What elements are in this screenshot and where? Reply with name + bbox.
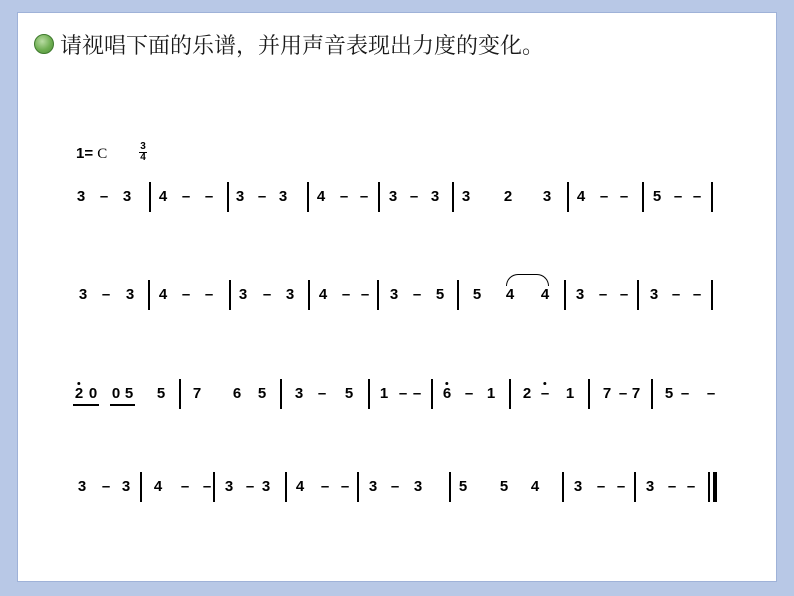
barline — [307, 182, 309, 212]
note: 3 — [389, 286, 399, 303]
note: 3 — [368, 478, 378, 495]
note: 3 — [542, 188, 552, 205]
note: 5 — [344, 385, 354, 402]
barline — [368, 379, 370, 409]
dash: – — [340, 478, 350, 495]
note: 3 — [649, 286, 659, 303]
key-tonic-number: 1 — [76, 145, 85, 162]
dash: – — [99, 188, 109, 205]
note: 7 — [192, 385, 202, 402]
barline — [285, 472, 287, 502]
note: 5 — [499, 478, 509, 495]
note: 6 — [443, 377, 451, 411]
note: 0 — [88, 385, 98, 402]
dash: – — [686, 478, 696, 495]
note: 3 — [573, 478, 583, 495]
dash: – — [390, 478, 400, 495]
time-signature-numerator: 3 — [140, 141, 146, 152]
note: 1 — [379, 385, 389, 402]
note: 7 — [631, 385, 641, 402]
dash: – — [598, 286, 608, 303]
dash: – — [341, 286, 351, 303]
barline — [651, 379, 653, 409]
note: 5 — [156, 385, 166, 402]
note: 3 — [238, 286, 248, 303]
note: 5 — [458, 478, 468, 495]
dash: – — [317, 385, 327, 402]
time-signature — [139, 142, 147, 163]
note: 3 — [76, 188, 86, 205]
barline — [148, 280, 150, 310]
dash: – — [671, 286, 681, 303]
dash: – — [692, 286, 702, 303]
octave-dot — [78, 382, 81, 385]
note: 5 — [257, 385, 267, 402]
dash: – — [619, 188, 629, 205]
dash: – — [409, 188, 419, 205]
dash: – — [101, 286, 111, 303]
note: 4 — [530, 478, 540, 495]
key-equals: = — [84, 145, 94, 162]
note: 2 — [522, 385, 532, 402]
note: 5 — [652, 188, 662, 205]
dash: – — [692, 188, 702, 205]
dash: – — [339, 188, 349, 205]
dash: – — [673, 188, 683, 205]
dash: – — [202, 478, 212, 495]
note: 0 — [111, 385, 121, 402]
dash: – — [412, 385, 422, 402]
note: 3 — [388, 188, 398, 205]
barline — [378, 182, 380, 212]
barline — [213, 472, 215, 502]
barline — [449, 472, 451, 502]
dash: – — [680, 385, 690, 402]
note: 2 — [503, 188, 513, 205]
note: 3 — [261, 478, 271, 495]
barline — [564, 280, 566, 310]
barline — [280, 379, 282, 409]
dash: – — [616, 478, 626, 495]
octave-dot — [544, 382, 547, 385]
note: 3 — [235, 188, 245, 205]
dash: – — [204, 286, 214, 303]
note: 4 — [540, 286, 550, 303]
octave-dot — [446, 382, 449, 385]
note: 4 — [576, 188, 586, 205]
note: 4 — [153, 478, 163, 495]
barline — [357, 472, 359, 502]
barline — [308, 280, 310, 310]
note: 3 — [575, 286, 585, 303]
barline — [588, 379, 590, 409]
barline — [637, 280, 639, 310]
barline — [140, 472, 142, 502]
dash: – — [320, 478, 330, 495]
dash: – — [599, 188, 609, 205]
note: 7 — [602, 385, 612, 402]
note: 4 — [318, 286, 328, 303]
note: 3 — [645, 478, 655, 495]
barline — [229, 280, 231, 310]
note: 3 — [78, 286, 88, 303]
final-barline — [708, 472, 718, 502]
dash: – — [464, 385, 474, 402]
note: 1 — [565, 385, 575, 402]
dash: – — [618, 385, 628, 402]
dash: – — [204, 188, 214, 205]
note: 3 — [77, 478, 87, 495]
note: 4 — [505, 286, 515, 303]
note: 3 — [278, 188, 288, 205]
barline — [431, 379, 433, 409]
dash: – — [359, 188, 369, 205]
barline — [179, 379, 181, 409]
time-signature-denominator: 4 — [140, 152, 146, 163]
note: 5 — [472, 286, 482, 303]
note: 3 — [413, 478, 423, 495]
note: 4 — [158, 286, 168, 303]
note: 3 — [430, 188, 440, 205]
note: 1 — [486, 385, 496, 402]
dash: – — [360, 286, 370, 303]
key-tonic-letter: C — [97, 146, 108, 162]
barline — [642, 182, 644, 212]
staff-4 — [0, 470, 794, 504]
barline — [227, 182, 229, 212]
dash: – — [101, 478, 111, 495]
note: 3 — [224, 478, 234, 495]
barline — [634, 472, 636, 502]
dash: – — [257, 188, 267, 205]
note: 6 — [232, 385, 242, 402]
barline — [562, 472, 564, 502]
dash: – — [181, 188, 191, 205]
staff-3 — [0, 377, 794, 411]
instruction-text: 请视唱下面的乐谱，并用声音表现出力度的变化。 — [60, 34, 545, 59]
dash: – — [398, 385, 408, 402]
note: 3 — [461, 188, 471, 205]
staff-2 — [0, 278, 794, 312]
note: 3 — [294, 385, 304, 402]
bullet-icon — [34, 34, 54, 54]
tie-arc — [506, 274, 549, 286]
barline — [377, 280, 379, 310]
note: 3 — [125, 286, 135, 303]
barline — [711, 280, 713, 310]
note: 4 — [295, 478, 305, 495]
note: 5 — [664, 385, 674, 402]
note: 3 — [122, 188, 132, 205]
staff-1 — [0, 180, 794, 214]
key-signature — [76, 145, 107, 163]
dash: – — [412, 286, 422, 303]
dash: – — [667, 478, 677, 495]
dash: – — [181, 286, 191, 303]
note: 4 — [316, 188, 326, 205]
note: 5 — [124, 385, 134, 402]
dash: – — [541, 377, 549, 411]
note: 3 — [121, 478, 131, 495]
dash: – — [706, 385, 716, 402]
dash: – — [245, 478, 255, 495]
rhythm-underline — [110, 404, 135, 406]
dash: – — [596, 478, 606, 495]
barline — [567, 182, 569, 212]
dash: – — [262, 286, 272, 303]
dash: – — [619, 286, 629, 303]
note: 4 — [158, 188, 168, 205]
barline — [149, 182, 151, 212]
note: 3 — [285, 286, 295, 303]
note: 2 — [75, 377, 83, 411]
note: 5 — [435, 286, 445, 303]
barline — [457, 280, 459, 310]
barline — [452, 182, 454, 212]
barline — [711, 182, 713, 212]
barline — [509, 379, 511, 409]
dash: – — [180, 478, 190, 495]
rhythm-underline — [73, 404, 99, 406]
